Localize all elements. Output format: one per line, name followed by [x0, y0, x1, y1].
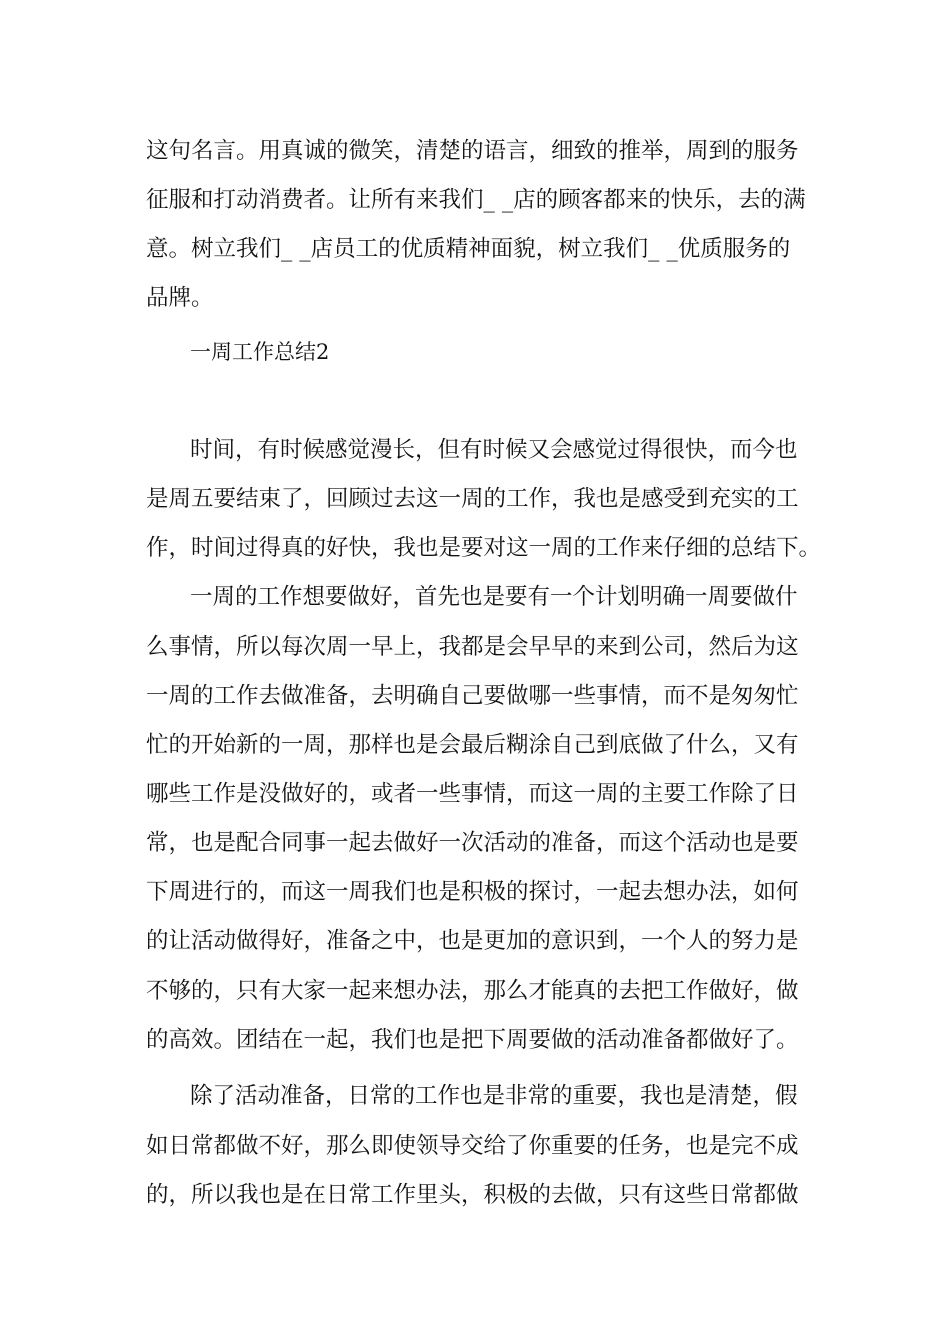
paragraph-line: 除了活动准备，日常的工作也是非常的重要，我也是清楚，假: [190, 1083, 798, 1109]
paragraph-line: 常，也是配合同事一起去做好一次活动的准备，而这个活动也是要: [146, 830, 799, 856]
paragraph-line: 么事情，所以每次周一早上，我都是会早早的来到公司，然后为这: [146, 634, 799, 660]
text-line: 这句名言。用真诚的微笑，清楚的语言，细致的推举，周到的服务: [146, 138, 799, 164]
paragraph-line: 作，时间过得真的好快，我也是要对这一周的工作来仔细的总结下。: [146, 535, 822, 561]
paragraph-line: 时间，有时候感觉漫长，但有时候又会感觉过得很快，而今也: [190, 437, 798, 463]
section-heading: 一周工作总结2: [190, 340, 330, 364]
paragraph-line: 下周进行的，而这一周我们也是积极的探讨，一起去想办法，如何: [146, 879, 799, 905]
paragraph-line: 的，所以我也是在日常工作里头，积极的去做，只有这些日常都做: [146, 1182, 799, 1208]
paragraph-line: 不够的，只有大家一起来想办法，那么才能真的去把工作做好，做: [146, 978, 799, 1004]
text-line: 品牌。: [146, 285, 214, 311]
paragraph-line: 的让活动做得好，准备之中，也是更加的意识到，一个人的努力是: [146, 928, 799, 954]
paragraph-line: 忙的开始新的一周，那样也是会最后糊涂自己到底做了什么，又有: [146, 732, 799, 758]
text-line: 征服和打动消费者。让所有来我们_ _店的顾客都来的快乐，去的满: [146, 187, 806, 213]
paragraph-line: 哪些工作是没做好的，或者一些事情，而这一周的主要工作除了日: [146, 781, 799, 807]
paragraph-line: 的高效。团结在一起，我们也是把下周要做的活动准备都做好了。: [146, 1027, 799, 1053]
paragraph-line: 一周的工作想要做好，首先也是要有一个计划明确一周要做什: [190, 584, 798, 610]
paragraph-line: 是周五要结束了，回顾过去这一周的工作，我也是感受到充实的工: [146, 486, 799, 512]
paragraph-line: 如日常都做不好，那么即使领导交给了你重要的任务，也是完不成: [146, 1133, 799, 1159]
paragraph-line: 一周的工作去做准备，去明确自己要做哪一些事情，而不是匆匆忙: [146, 683, 799, 709]
text-line: 意。树立我们_ _店员工的优质精神面貌，树立我们_ _优质服务的: [146, 236, 791, 262]
